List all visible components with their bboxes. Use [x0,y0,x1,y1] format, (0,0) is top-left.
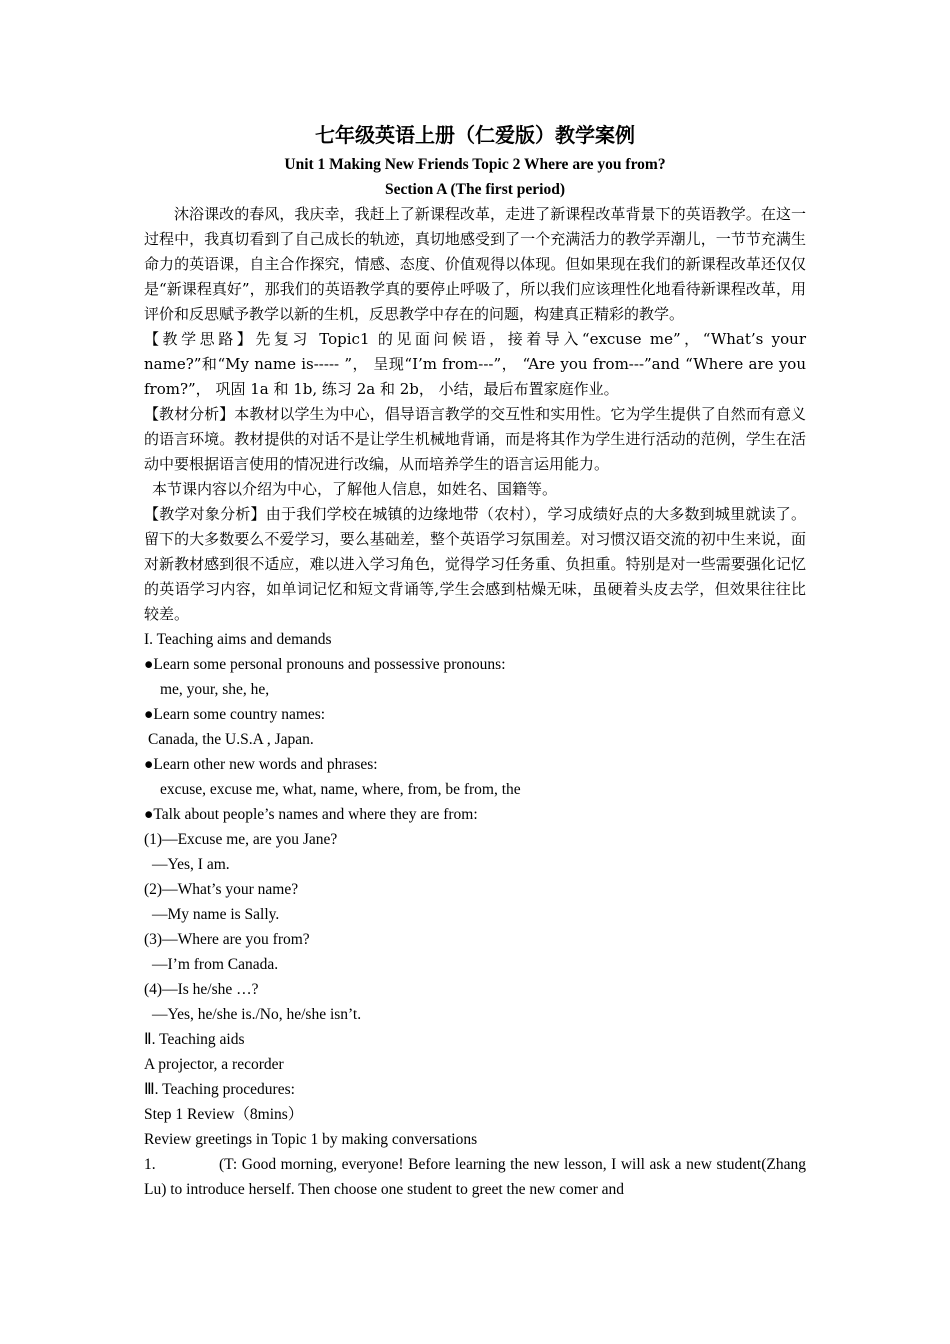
dialogue-question: (3)—Where are you from? [144,931,310,948]
student-analysis-paragraph: 【教学对象分析】由于我们学校在城镇的边缘地带（农村），学习成绩好点的大多数到城里就读了。留下的大多数要么不爱学习，要么基础差，整个英语学习氛围差。对习惯汉语交流的初中生来说，面对新教材感到很不适应，难以进入学习角色，觉得学习任务重、负担重。特别是对一些需要强化记忆的英语学习内容，如单词记忆和短文背诵等,学生会感到枯燥无味，虽硬着头皮去学，但效果往往比较差。 [144,505,806,623]
aim-item: ●Learn other new words and phrases: [144,756,378,773]
material-analysis-paragraph: 【教材分析】本教材以学生为中心，倡导语言教学的交互性和实用性。它为学生提供了自然而有意义的语言环境。教材提供的对话不是让学生机械地背诵，而是将其作为学生进行活动的范例，学生在活动中要根据语言使用的情况进行改编，从而培养学生的语言运用能力。 [144,405,806,473]
aim-words: Canada, the U.S.A , Japan. [148,731,314,748]
document-subtitle: Unit 1 Making New Friends Topic 2 Where are you from? [284,156,666,173]
aim-words: me, your, she, he, [160,681,270,698]
dialogue-question: (2)—What’s your name? [144,881,299,898]
aim-item: ●Talk about people’s names and where they are from: [144,806,478,823]
aim-item: ●Learn some personal pronouns and possessive pronouns: [144,656,506,673]
procedure-item [144,1152,806,1202]
dialogue-answer: —I’m from Canada. [152,956,279,973]
lesson-content-paragraph: 本节课内容以介绍为中心，了解他人信息，如姓名、国籍等。 [152,480,558,498]
document-title: 七年级英语上册（仁爱版）教学案例 [315,123,635,147]
procedure-item-text: (T: Good morning, everyone! Before learning the new lesson, I will ask a new student(Zhang Lu) to introduce herself. Then choose one student to greet the new comer and [144,1156,806,1198]
step-heading: Step 1 Review（8mins） [144,1106,304,1123]
procedures-heading: Ⅲ. Teaching procedures: [144,1081,295,1098]
aids-heading: Ⅱ. Teaching aids [144,1031,245,1048]
aims-heading: I. Teaching aims and demands [144,631,332,648]
aids-text: A projector, a recorder [144,1056,284,1073]
dialogue-question: (4)—Is he/she …? [144,981,259,998]
step-description: Review greetings in Topic 1 by making conversations [144,1131,478,1148]
aim-words: excuse, excuse me, what, name, where, from, be from, the [160,781,521,798]
dialogue-answer: —Yes, I am. [152,856,230,873]
aim-item: ●Learn some country names: [144,706,326,723]
dialogue-answer: —Yes, he/she is./No, he/she isn’t. [152,1006,362,1023]
document-page [144,118,806,1202]
dialogue-answer: —My name is Sally. [152,906,280,923]
procedure-item-number: 1. [144,1156,156,1173]
dialogue-question: (1)—Excuse me, are you Jane? [144,831,338,848]
section-heading: Section A (The first period) [385,181,565,198]
teaching-idea-paragraph: 【教学思路】先复习 Topic1 的见面问候语，接着导入“excuse me”，“What’s your name?”和“My name is----- ”， 呈现“I’m from---”， “Are you from---”and “Where are you from?”， 巩固 1a 和 1b, 练习 2a 和 2b， 小结，最后布置家庭作业。 [144,330,806,398]
intro-paragraph: 沐浴课改的春风，我庆幸，我赶上了新课程改革，走进了新课程改革背景下的英语教学。在这一过程中，我真切看到了自己成长的轨迹，真切地感受到了一个充满活力的教学弄潮儿，一节节充满生命力的英语课，自主合作探究，情感、态度、价值观得以体现。但如果现在我们的新课程改革还仅仅是“新课程真好”，那我们的英语教学真的要停止呼吸了，所以我们应该理性化地看待新课程改革，用评价和反思赋予教学以新的生机，反思教学中存在的问题，构建真正精彩的教学。 [144,205,806,323]
